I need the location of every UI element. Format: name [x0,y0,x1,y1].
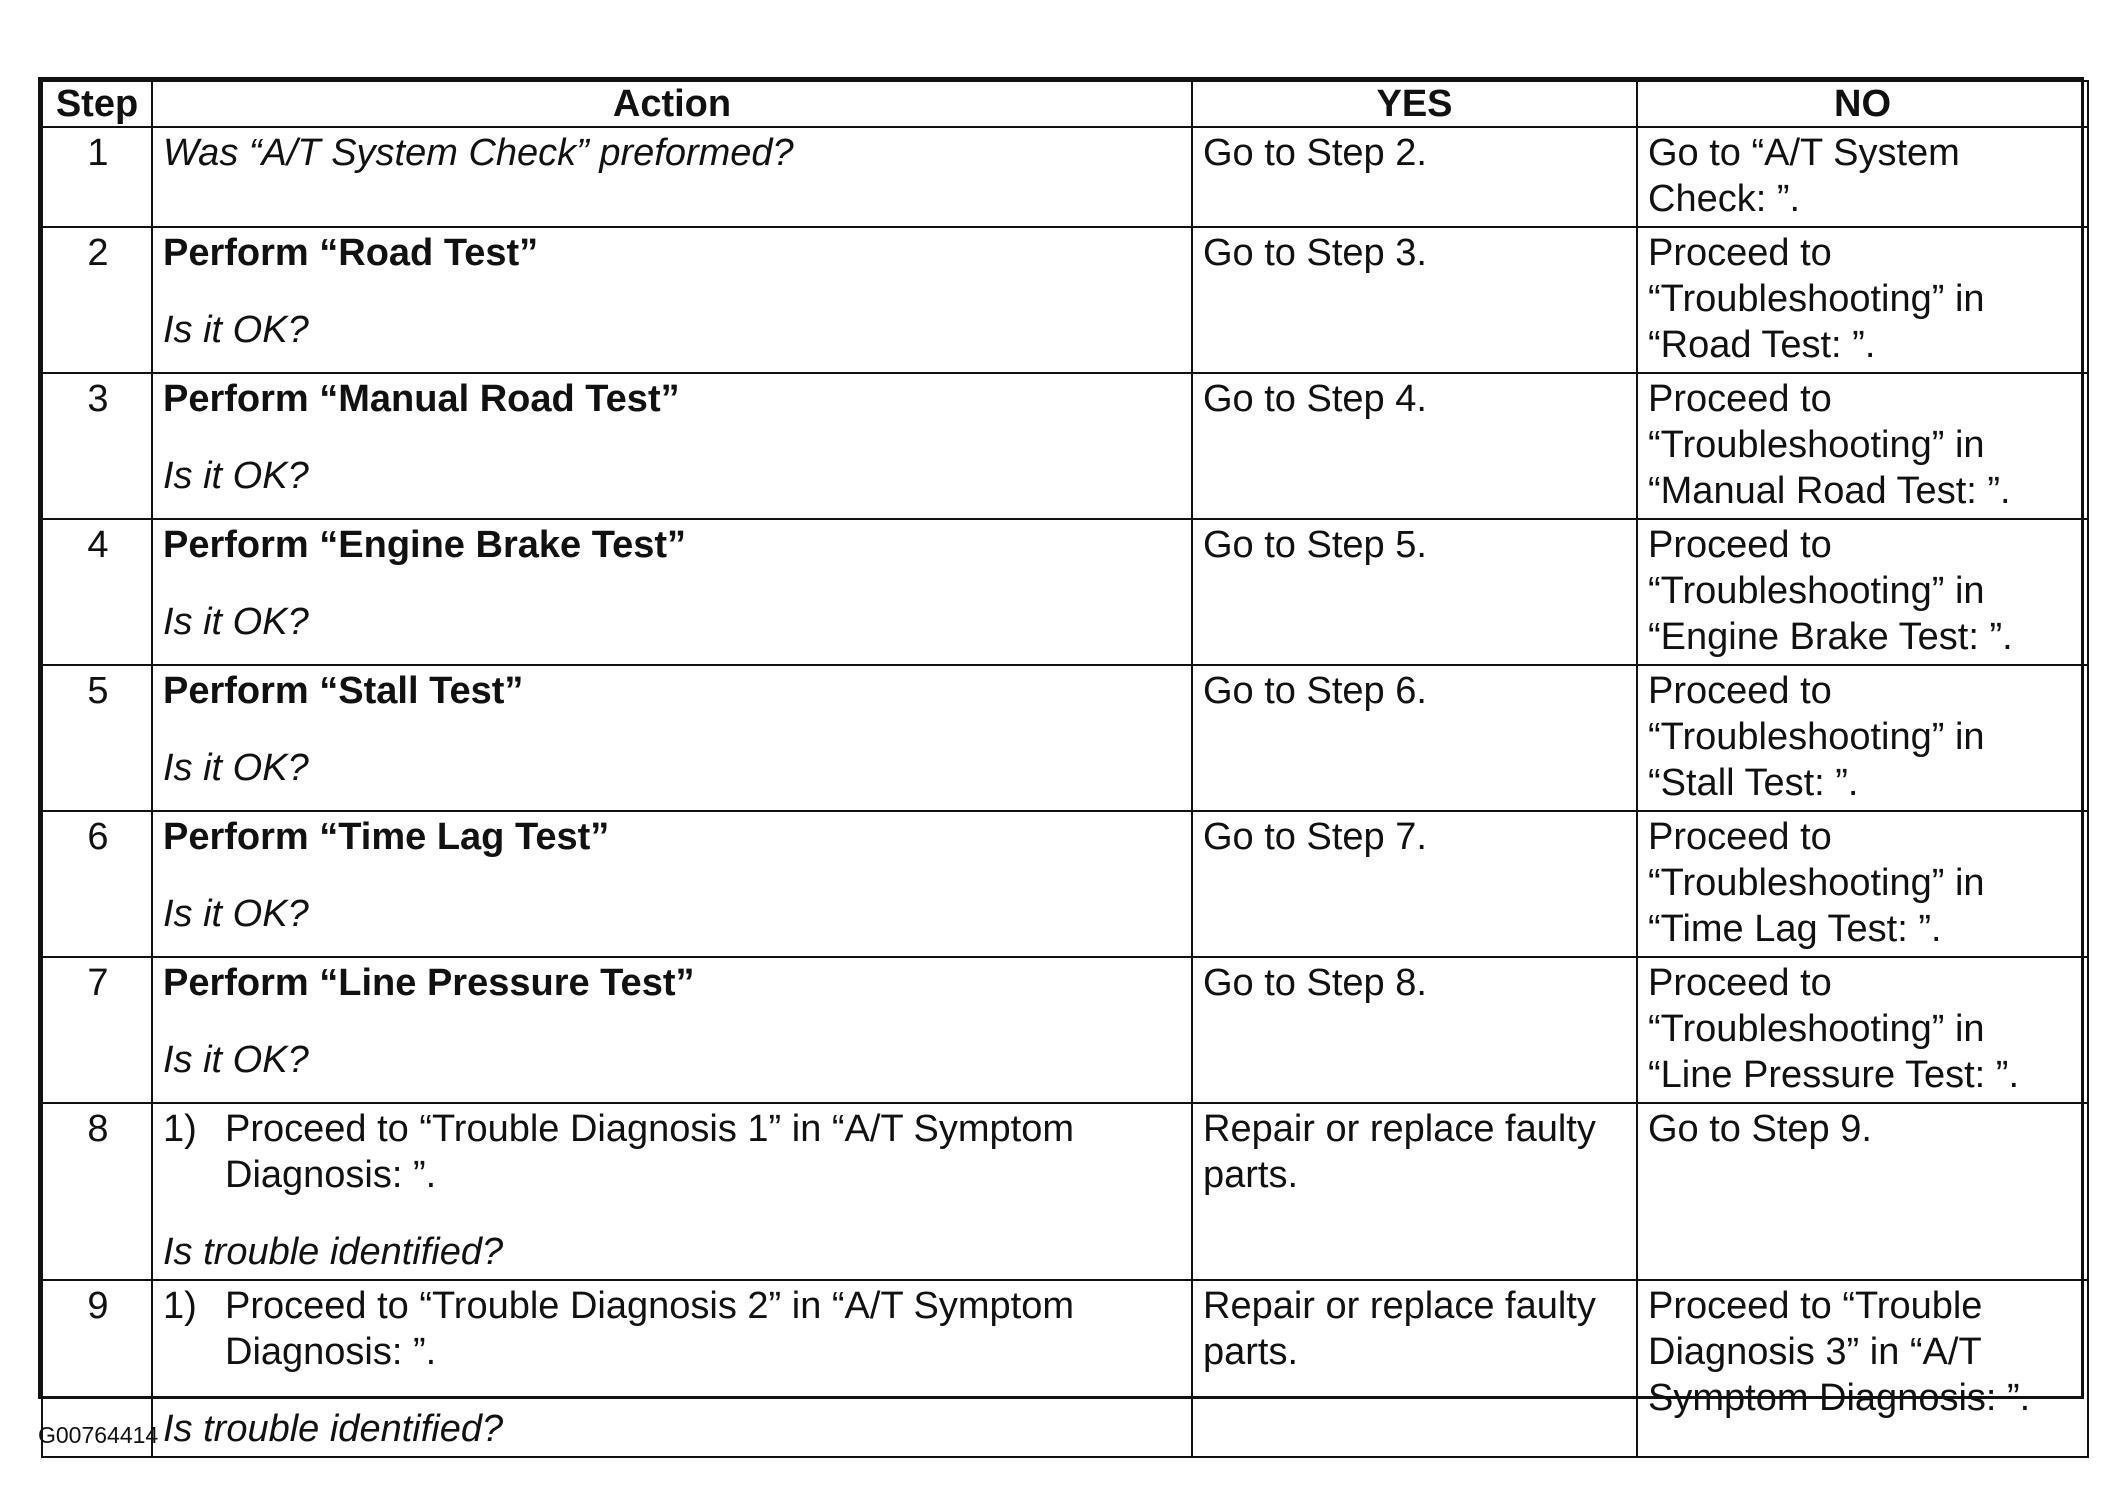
action-instruction: Perform “Stall Test” [163,670,524,712]
step-number: 5 [42,665,152,811]
diagnosis-table [41,80,2089,1458]
no-cell: Proceed to “Troubleshooting” in “Line Pressure Test: ”. [1637,957,2088,1103]
no-cell: Proceed to “Troubleshooting” in “Time Lag Test: ”. [1637,811,2088,957]
table-row [42,665,2088,811]
yes-cell: Go to Step 7. [1192,811,1637,957]
header-row [42,81,2088,127]
table-row [42,127,2088,227]
action-list-item [163,1106,1183,1198]
step-number: 8 [42,1103,152,1280]
table-row [42,373,2088,519]
action-question: Is it OK? [163,601,309,643]
yes-cell: Go to Step 6. [1192,665,1637,811]
step-number: 4 [42,519,152,665]
table-row [42,1103,2088,1280]
action-cell [152,665,1192,811]
step-number: 7 [42,957,152,1103]
action-question: Is trouble identified? [163,1408,504,1450]
yes-cell: Go to Step 3. [1192,227,1637,373]
table-row [42,811,2088,957]
action-cell [152,127,1192,227]
action-cell [152,957,1192,1103]
action-instruction: Perform “Engine Brake Test” [163,524,687,566]
action-cell [152,811,1192,957]
step-number: 3 [42,373,152,519]
step-number: 2 [42,227,152,373]
list-text: Proceed to “Trouble Diagnosis 1” in “A/T Symptom Diagnosis: ”. [225,1108,1075,1196]
header-action: Action [152,81,1192,127]
spacer [163,276,1183,307]
list-marker: 1) [163,1108,197,1150]
table-row [42,227,2088,373]
list-text: Proceed to “Trouble Diagnosis 2” in “A/T Symptom Diagnosis: ”. [225,1285,1075,1373]
action-instruction: Perform “Time Lag Test” [163,816,610,858]
list-marker: 1) [163,1285,197,1327]
spacer [163,860,1183,891]
action-question: Is it OK? [163,455,309,497]
header-yes: YES [1192,81,1637,127]
action-question: Is it OK? [163,893,309,935]
no-cell: Proceed to “Troubleshooting” in “Road Test: ”. [1637,227,2088,373]
spacer [163,568,1183,599]
step-number: 9 [42,1280,152,1457]
action-instruction: Perform “Road Test” [163,232,539,274]
spacer [163,1198,1183,1229]
no-cell: Proceed to “Troubleshooting” in “Manual Road Test: ”. [1637,373,2088,519]
action-cell [152,227,1192,373]
action-instruction: Perform “Line Pressure Test” [163,962,695,1004]
action-question: Is it OK? [163,1039,309,1081]
header-no: NO [1637,81,2088,127]
action-cell [152,373,1192,519]
action-question: Is it OK? [163,309,309,351]
no-cell: Proceed to “Troubleshooting” in “Stall Test: ”. [1637,665,2088,811]
yes-cell: Go to Step 4. [1192,373,1637,519]
action-question: Is trouble identified? [163,1231,504,1273]
action-cell [152,1280,1192,1457]
no-cell: Proceed to “Trouble Diagnosis 3” in “A/T Symptom Diagnosis: ”. [1637,1280,2088,1457]
header-step: Step [42,81,152,127]
action-list-item [163,1283,1183,1375]
spacer [163,1006,1183,1037]
no-cell: Go to “A/T System Check: ”. [1637,127,2088,227]
table-row [42,957,2088,1103]
yes-cell: Go to Step 8. [1192,957,1637,1103]
table-row [42,519,2088,665]
yes-cell: Repair or replace faulty parts. [1192,1280,1637,1457]
action-cell [152,519,1192,665]
step-number: 6 [42,811,152,957]
yes-cell: Go to Step 2. [1192,127,1637,227]
action-question: Was “A/T System Check” preformed? [163,132,794,174]
table-row [42,1280,2088,1457]
spacer [163,1375,1183,1406]
action-instruction: Perform “Manual Road Test” [163,378,680,420]
no-cell: Go to Step 9. [1637,1103,2088,1280]
spacer [163,714,1183,745]
action-question: Is it OK? [163,747,309,789]
step-number: 1 [42,127,152,227]
yes-cell: Repair or replace faulty parts. [1192,1103,1637,1280]
yes-cell: Go to Step 5. [1192,519,1637,665]
action-cell [152,1103,1192,1280]
no-cell: Proceed to “Troubleshooting” in “Engine Brake Test: ”. [1637,519,2088,665]
spacer [163,422,1183,453]
figure-id: G00764414 [38,1422,159,1448]
